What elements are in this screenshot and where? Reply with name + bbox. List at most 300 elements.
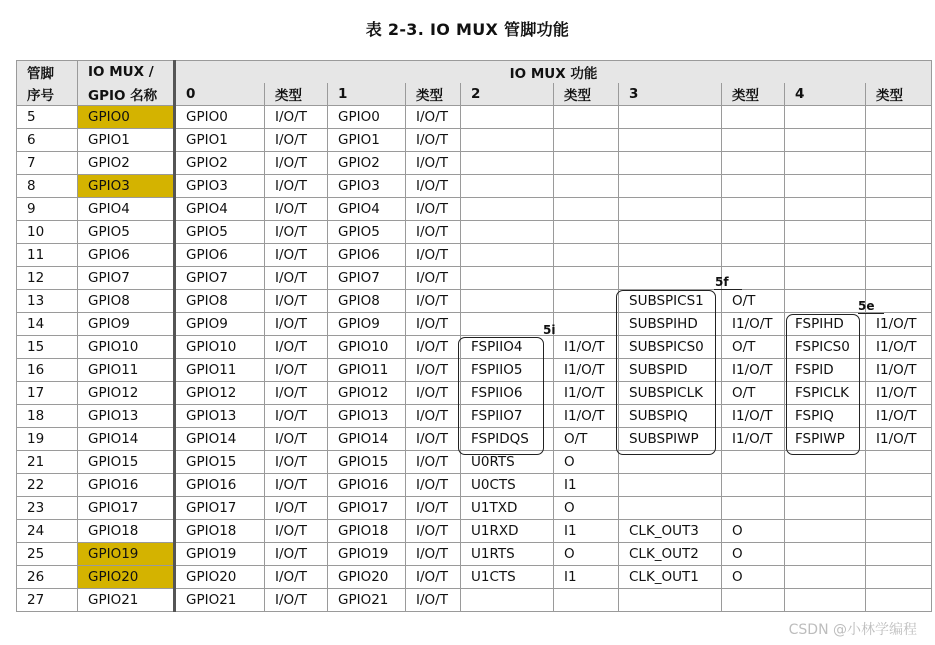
watermark: CSDN @小林学编程 [788, 622, 917, 638]
type-cell: I/O/T [406, 221, 461, 244]
type-cell: O/T [554, 428, 619, 451]
type-cell: I/O/T [265, 267, 328, 290]
function-cell: FSPIIO4 [461, 336, 554, 359]
pin-number-cell: 18 [17, 405, 78, 428]
table-row [17, 198, 932, 221]
type-cell [554, 198, 619, 221]
function-cell: GPIO5 [328, 221, 406, 244]
function-cell: GPIO0 [328, 106, 406, 129]
pin-number-cell: 14 [17, 313, 78, 336]
function-cell: GPIO6 [175, 244, 265, 267]
table-row [17, 428, 932, 451]
function-cell: GPIO17 [328, 497, 406, 520]
function-cell: GPIO2 [328, 152, 406, 175]
pin-number-cell: 21 [17, 451, 78, 474]
header-col: 类型 [722, 83, 785, 106]
function-cell: GPIO12 [328, 382, 406, 405]
type-cell: I/O/T [406, 451, 461, 474]
gpio-name-cell: GPIO2 [78, 152, 175, 175]
function-cell [785, 566, 866, 589]
function-cell [785, 152, 866, 175]
type-cell [554, 290, 619, 313]
function-cell: GPIO12 [175, 382, 265, 405]
gpio-name-cell: GPIO12 [78, 382, 175, 405]
table-row [17, 359, 932, 382]
type-cell: I/O/T [406, 244, 461, 267]
type-cell: I/O/T [265, 451, 328, 474]
function-cell: GPIO7 [328, 267, 406, 290]
type-cell: I/O/T [265, 359, 328, 382]
type-cell: O/T [722, 382, 785, 405]
table-row [17, 497, 932, 520]
gpio-name-cell: GPIO15 [78, 451, 175, 474]
function-cell [619, 589, 722, 612]
function-cell: GPIO6 [328, 244, 406, 267]
type-cell: I1/O/T [866, 405, 932, 428]
pin-number-cell: 9 [17, 198, 78, 221]
function-cell [619, 198, 722, 221]
type-cell: I/O/T [406, 175, 461, 198]
function-cell [785, 267, 866, 290]
type-cell: I/O/T [406, 336, 461, 359]
type-cell [554, 175, 619, 198]
function-cell: GPIO19 [175, 543, 265, 566]
type-cell: O/T [722, 290, 785, 313]
function-cell [461, 198, 554, 221]
table-row [17, 336, 932, 359]
annotation-leader [714, 289, 742, 290]
function-cell: SUBSPIQ [619, 405, 722, 428]
header-functions: IO MUX 功能 [175, 61, 932, 84]
function-cell: GPIO17 [175, 497, 265, 520]
type-cell: I1/O/T [554, 359, 619, 382]
function-cell: GPIO16 [175, 474, 265, 497]
function-cell [785, 198, 866, 221]
type-cell: I/O/T [265, 175, 328, 198]
type-cell: I/O/T [265, 221, 328, 244]
header-gpio-name: IO MUX / [78, 61, 175, 84]
function-cell [461, 589, 554, 612]
type-cell [554, 244, 619, 267]
type-cell [554, 313, 619, 336]
type-cell: O [722, 520, 785, 543]
table-row [17, 175, 932, 198]
type-cell: I/O/T [265, 336, 328, 359]
function-cell: GPIO14 [328, 428, 406, 451]
function-cell: GPIO10 [175, 336, 265, 359]
function-cell: SUBSPICS1 [619, 290, 722, 313]
function-cell [461, 129, 554, 152]
type-cell: I/O/T [406, 313, 461, 336]
function-cell [619, 497, 722, 520]
type-cell [554, 106, 619, 129]
type-cell: O [554, 451, 619, 474]
header-pin-no-line2: 序号 [17, 83, 78, 106]
function-cell [461, 313, 554, 336]
type-cell [554, 267, 619, 290]
function-cell: GPIO21 [175, 589, 265, 612]
type-cell [866, 198, 932, 221]
header-col: 2 [461, 83, 554, 106]
pin-number-cell: 10 [17, 221, 78, 244]
type-cell: I/O/T [265, 198, 328, 221]
type-cell: I/O/T [406, 566, 461, 589]
function-cell [619, 152, 722, 175]
type-cell [722, 589, 785, 612]
type-cell: I/O/T [406, 359, 461, 382]
pin-number-cell: 15 [17, 336, 78, 359]
pin-number-cell: 22 [17, 474, 78, 497]
function-cell: GPIO15 [328, 451, 406, 474]
function-cell: GPIO19 [328, 543, 406, 566]
function-cell: FSPIDQS [461, 428, 554, 451]
pin-number-cell: 23 [17, 497, 78, 520]
table-row [17, 566, 932, 589]
type-cell [722, 244, 785, 267]
type-cell [554, 129, 619, 152]
function-cell [619, 474, 722, 497]
table-row [17, 313, 932, 336]
type-cell: I/O/T [265, 313, 328, 336]
type-cell: O [554, 497, 619, 520]
function-cell [461, 152, 554, 175]
pin-number-cell: 7 [17, 152, 78, 175]
function-cell [785, 175, 866, 198]
function-cell: GPIO1 [328, 129, 406, 152]
type-cell: I/O/T [265, 244, 328, 267]
table-row [17, 152, 932, 175]
function-cell: SUBSPICLK [619, 382, 722, 405]
type-cell [866, 175, 932, 198]
type-cell: I/O/T [265, 129, 328, 152]
function-cell: SUBSPICS0 [619, 336, 722, 359]
type-cell [722, 267, 785, 290]
type-cell: I/O/T [406, 290, 461, 313]
pin-number-cell: 27 [17, 589, 78, 612]
type-cell: I1 [554, 474, 619, 497]
type-cell: I/O/T [265, 566, 328, 589]
function-cell [785, 244, 866, 267]
table-row [17, 382, 932, 405]
function-cell: GPIO11 [175, 359, 265, 382]
function-cell [785, 451, 866, 474]
header-col: 4 [785, 83, 866, 106]
header-col: 1 [328, 83, 406, 106]
type-cell [866, 244, 932, 267]
type-cell: O [554, 543, 619, 566]
type-cell: I/O/T [406, 497, 461, 520]
function-cell: GPIO8 [328, 290, 406, 313]
function-cell [619, 175, 722, 198]
function-cell: GPIO0 [175, 106, 265, 129]
gpio-name-cell: GPIO9 [78, 313, 175, 336]
annotation-5i: 5i [543, 323, 556, 337]
function-cell: GPIO18 [328, 520, 406, 543]
type-cell: I/O/T [406, 382, 461, 405]
function-cell [461, 106, 554, 129]
type-cell [722, 198, 785, 221]
function-cell [785, 520, 866, 543]
type-cell [866, 267, 932, 290]
function-cell: SUBSPIWP [619, 428, 722, 451]
function-cell [785, 129, 866, 152]
table-row [17, 520, 932, 543]
function-cell: GPIO15 [175, 451, 265, 474]
type-cell: I/O/T [406, 405, 461, 428]
type-cell: I1/O/T [554, 382, 619, 405]
table-row [17, 267, 932, 290]
table-row [17, 221, 932, 244]
type-cell [722, 152, 785, 175]
type-cell: I/O/T [406, 267, 461, 290]
table-row [17, 451, 932, 474]
pin-number-cell: 16 [17, 359, 78, 382]
gpio-name-cell: GPIO17 [78, 497, 175, 520]
function-cell: FSPIIO5 [461, 359, 554, 382]
type-cell: I/O/T [265, 405, 328, 428]
type-cell: I1/O/T [722, 313, 785, 336]
function-cell [785, 221, 866, 244]
gpio-name-cell: GPIO0 [78, 106, 175, 129]
table-row [17, 405, 932, 428]
function-cell: GPIO2 [175, 152, 265, 175]
function-cell: U0RTS [461, 451, 554, 474]
type-cell: I/O/T [265, 428, 328, 451]
type-cell [722, 497, 785, 520]
type-cell: I/O/T [265, 474, 328, 497]
function-cell [785, 106, 866, 129]
type-cell: I/O/T [265, 543, 328, 566]
function-cell: GPIO14 [175, 428, 265, 451]
type-cell: I1/O/T [722, 428, 785, 451]
function-cell: GPIO8 [175, 290, 265, 313]
gpio-name-cell: GPIO7 [78, 267, 175, 290]
header-col: 类型 [554, 83, 619, 106]
gpio-name-cell: GPIO3 [78, 175, 175, 198]
type-cell [866, 451, 932, 474]
type-cell [722, 221, 785, 244]
function-cell [619, 106, 722, 129]
function-cell: GPIO7 [175, 267, 265, 290]
header-pin-no: 管脚 [17, 61, 78, 84]
type-cell: O [722, 566, 785, 589]
function-cell [461, 290, 554, 313]
table-row [17, 129, 932, 152]
type-cell: I/O/T [265, 589, 328, 612]
function-cell [461, 267, 554, 290]
pin-number-cell: 12 [17, 267, 78, 290]
table-row [17, 244, 932, 267]
header-col: 3 [619, 83, 722, 106]
type-cell [866, 520, 932, 543]
type-cell [722, 474, 785, 497]
function-cell: FSPID [785, 359, 866, 382]
function-cell: GPIO10 [328, 336, 406, 359]
function-cell: U1CTS [461, 566, 554, 589]
function-cell: GPIO20 [175, 566, 265, 589]
type-cell: I/O/T [406, 129, 461, 152]
type-cell: I/O/T [265, 382, 328, 405]
function-cell [785, 474, 866, 497]
function-cell: GPIO4 [328, 198, 406, 221]
gpio-name-cell: GPIO5 [78, 221, 175, 244]
pin-number-cell: 6 [17, 129, 78, 152]
function-cell [461, 244, 554, 267]
function-cell [785, 589, 866, 612]
gpio-name-cell: GPIO4 [78, 198, 175, 221]
gpio-name-cell: GPIO19 [78, 543, 175, 566]
function-cell: FSPIWP [785, 428, 866, 451]
type-cell: I/O/T [406, 543, 461, 566]
function-cell: CLK_OUT2 [619, 543, 722, 566]
type-cell [722, 106, 785, 129]
function-cell [785, 290, 866, 313]
gpio-name-cell: GPIO18 [78, 520, 175, 543]
function-cell [461, 175, 554, 198]
gpio-name-cell: GPIO13 [78, 405, 175, 428]
pin-number-cell: 24 [17, 520, 78, 543]
type-cell: I1/O/T [722, 359, 785, 382]
type-cell [866, 290, 932, 313]
type-cell: I1/O/T [554, 405, 619, 428]
annotation-leader [858, 313, 884, 314]
function-cell: FSPIQ [785, 405, 866, 428]
type-cell [554, 221, 619, 244]
function-cell: U0CTS [461, 474, 554, 497]
type-cell [866, 106, 932, 129]
function-cell: GPIO18 [175, 520, 265, 543]
type-cell [866, 152, 932, 175]
gpio-name-cell: GPIO14 [78, 428, 175, 451]
type-cell [866, 566, 932, 589]
gpio-name-cell: GPIO21 [78, 589, 175, 612]
function-cell: FSPICS0 [785, 336, 866, 359]
type-cell [722, 129, 785, 152]
table-row [17, 474, 932, 497]
function-cell [785, 543, 866, 566]
function-cell: GPIO4 [175, 198, 265, 221]
type-cell: I1 [554, 566, 619, 589]
function-cell: GPIO11 [328, 359, 406, 382]
header-col: 类型 [406, 83, 461, 106]
function-cell: CLK_OUT3 [619, 520, 722, 543]
function-cell: FSPICLK [785, 382, 866, 405]
function-cell: GPIO1 [175, 129, 265, 152]
table-row [17, 589, 932, 612]
pin-number-cell: 13 [17, 290, 78, 313]
function-cell [619, 244, 722, 267]
function-cell: U1RTS [461, 543, 554, 566]
function-cell [619, 129, 722, 152]
function-cell: GPIO9 [175, 313, 265, 336]
type-cell: I/O/T [406, 106, 461, 129]
type-cell: I1/O/T [554, 336, 619, 359]
pin-number-cell: 5 [17, 106, 78, 129]
type-cell: I/O/T [406, 152, 461, 175]
type-cell [866, 129, 932, 152]
type-cell: I/O/T [265, 290, 328, 313]
type-cell: I/O/T [265, 106, 328, 129]
function-cell: U1RXD [461, 520, 554, 543]
function-cell: GPIO16 [328, 474, 406, 497]
pin-number-cell: 17 [17, 382, 78, 405]
gpio-name-cell: GPIO16 [78, 474, 175, 497]
type-cell [554, 589, 619, 612]
function-cell: GPIO3 [175, 175, 265, 198]
type-cell: I1/O/T [866, 428, 932, 451]
pin-number-cell: 19 [17, 428, 78, 451]
function-cell: FSPIHD [785, 313, 866, 336]
table-row [17, 106, 932, 129]
type-cell: I/O/T [406, 428, 461, 451]
annotation-5f: 5f [715, 275, 729, 289]
type-cell: I1/O/T [866, 382, 932, 405]
function-cell: GPIO9 [328, 313, 406, 336]
function-cell: U1TXD [461, 497, 554, 520]
type-cell: I1/O/T [866, 359, 932, 382]
gpio-name-cell: GPIO6 [78, 244, 175, 267]
function-cell: SUBSPIHD [619, 313, 722, 336]
function-cell: GPIO20 [328, 566, 406, 589]
type-cell: I1/O/T [722, 405, 785, 428]
gpio-name-cell: GPIO8 [78, 290, 175, 313]
annotation-5e: 5e [858, 299, 875, 313]
function-cell: FSPIIO6 [461, 382, 554, 405]
type-cell [866, 221, 932, 244]
io-mux-table [16, 60, 932, 612]
type-cell: O/T [722, 336, 785, 359]
type-cell [722, 451, 785, 474]
type-cell: I/O/T [265, 152, 328, 175]
header-col: 0 [175, 83, 265, 106]
function-cell: GPIO3 [328, 175, 406, 198]
type-cell [866, 543, 932, 566]
type-cell: I1/O/T [866, 313, 932, 336]
pin-number-cell: 25 [17, 543, 78, 566]
type-cell: O [722, 543, 785, 566]
type-cell: I/O/T [406, 589, 461, 612]
type-cell [866, 497, 932, 520]
type-cell: I/O/T [406, 474, 461, 497]
function-cell [619, 267, 722, 290]
type-cell [722, 175, 785, 198]
gpio-name-cell: GPIO20 [78, 566, 175, 589]
function-cell [619, 221, 722, 244]
type-cell [866, 589, 932, 612]
header-col: 类型 [265, 83, 328, 106]
header-col: 类型 [866, 83, 932, 106]
table-row [17, 543, 932, 566]
type-cell: I1/O/T [866, 336, 932, 359]
type-cell: I/O/T [265, 520, 328, 543]
function-cell: SUBSPID [619, 359, 722, 382]
type-cell: I/O/T [265, 497, 328, 520]
function-cell: GPIO13 [175, 405, 265, 428]
type-cell: I/O/T [406, 198, 461, 221]
gpio-name-cell: GPIO11 [78, 359, 175, 382]
function-cell [619, 451, 722, 474]
function-cell [461, 221, 554, 244]
gpio-name-cell: GPIO10 [78, 336, 175, 359]
type-cell: I/O/T [406, 520, 461, 543]
type-cell: I1 [554, 520, 619, 543]
function-cell: GPIO13 [328, 405, 406, 428]
header-gpio-name-line2: GPIO 名称 [78, 83, 175, 106]
function-cell: FSPIIO7 [461, 405, 554, 428]
table-title: 表 2-3. IO MUX 管脚功能 [365, 20, 570, 39]
type-cell [866, 474, 932, 497]
type-cell [554, 152, 619, 175]
